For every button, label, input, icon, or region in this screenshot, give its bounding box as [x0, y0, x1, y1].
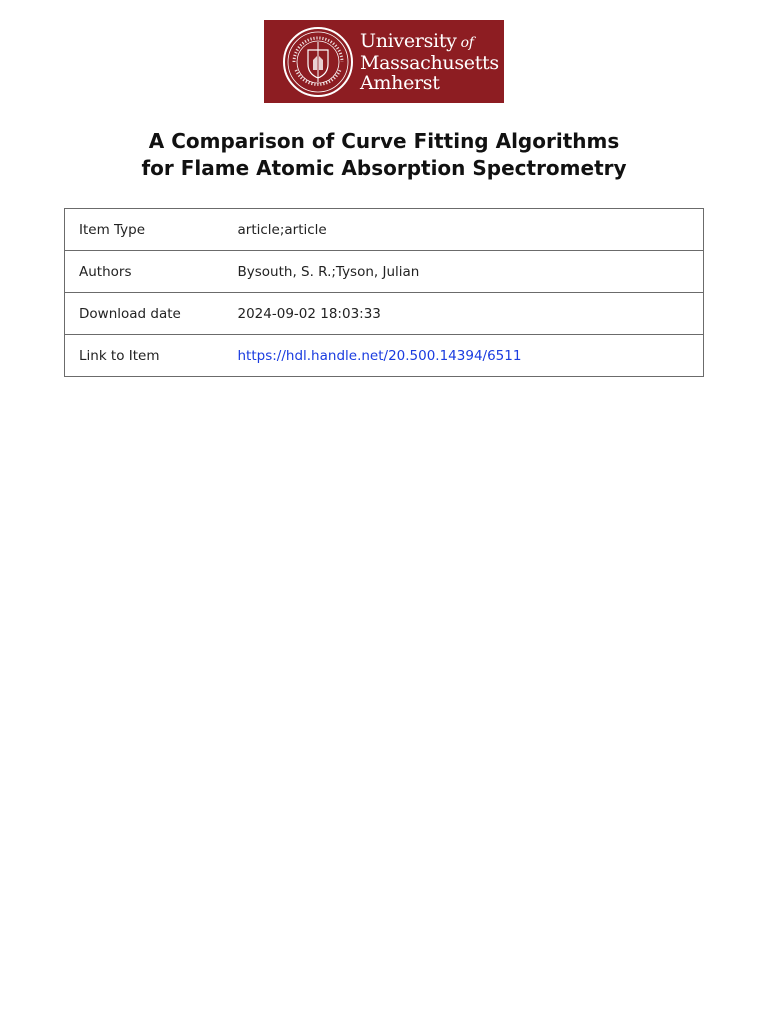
item-type-value: article;article: [224, 209, 704, 251]
download-date-value: 2024-09-02 18:03:33: [224, 293, 704, 335]
link-to-item-cell: [224, 335, 704, 377]
metadata-table: [64, 208, 704, 377]
document-title-line-1: A Comparison of Curve Fitting Algorithms: [148, 129, 620, 153]
table-row-item-type: [65, 209, 704, 251]
authors-label: Authors: [65, 251, 224, 293]
table-row-download-date: [65, 293, 704, 335]
table-row-authors: [65, 251, 704, 293]
university-seal-icon: [282, 26, 354, 98]
logo-line-of: of: [460, 35, 474, 51]
logo-line-massachusetts: Massachusetts: [360, 52, 499, 74]
logo-line-university: University of: [360, 30, 474, 52]
authors-value: Bysouth, S. R.;Tyson, Julian: [224, 251, 704, 293]
table-row-link-to-item: [65, 335, 704, 377]
download-date-label: Download date: [65, 293, 224, 335]
item-handle-link[interactable]: https://hdl.handle.net/20.500.14394/6511: [237, 347, 522, 364]
item-type-label: Item Type: [65, 209, 224, 251]
document-title-line-2: for Flame Atomic Absorption Spectrometry: [141, 156, 627, 180]
logo-line-amherst: Amherst: [360, 72, 440, 94]
link-to-item-label: Link to Item: [65, 335, 224, 377]
document-title: [0, 128, 768, 182]
university-logo: [264, 20, 504, 103]
logo-wordmark: [360, 31, 499, 93]
